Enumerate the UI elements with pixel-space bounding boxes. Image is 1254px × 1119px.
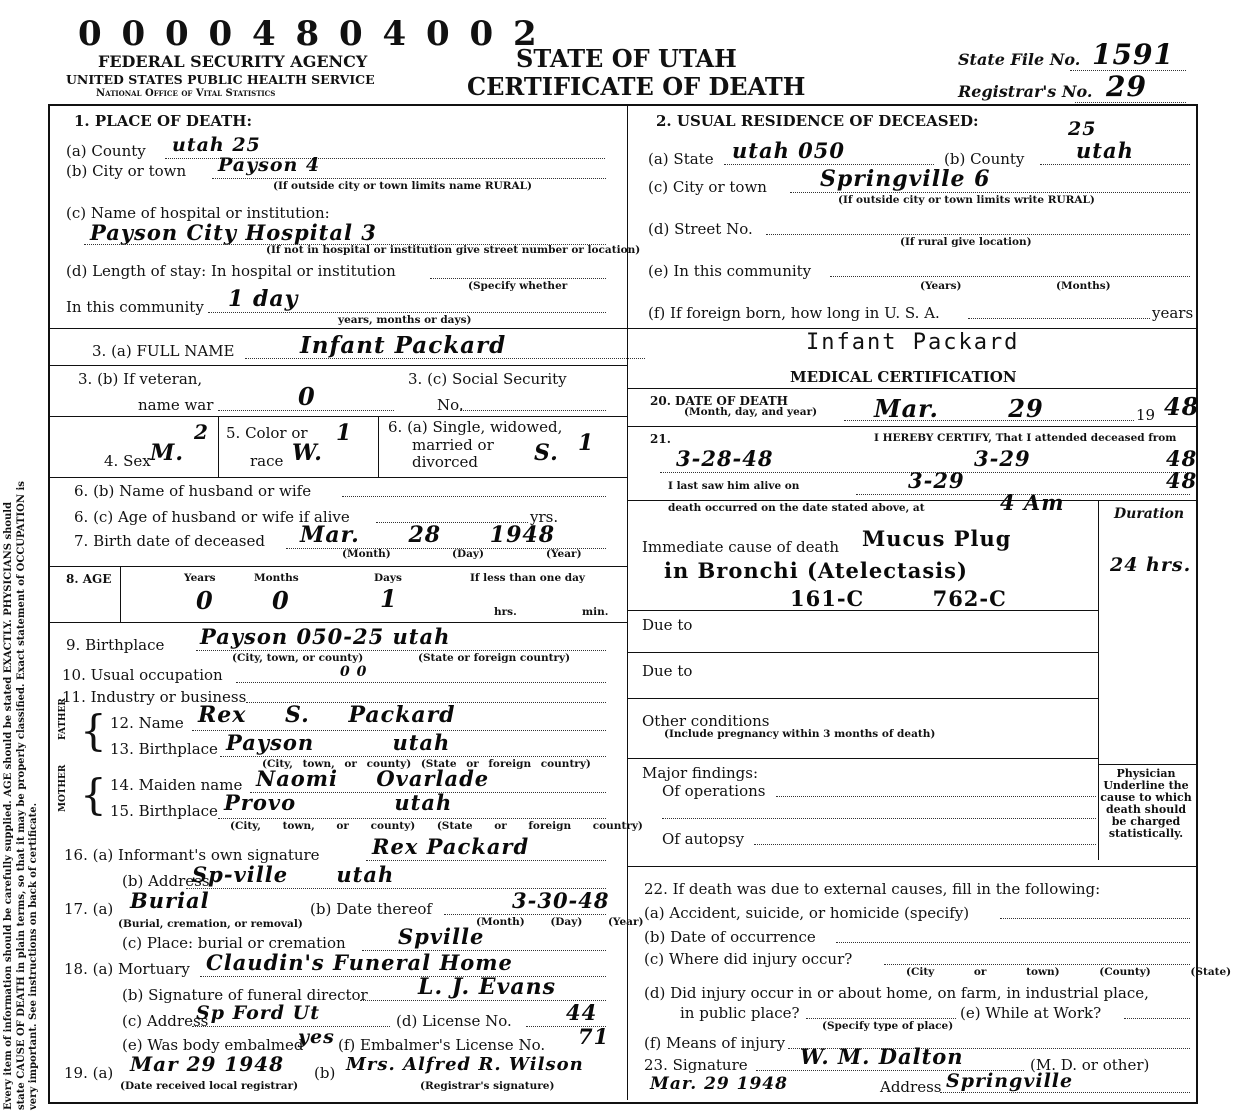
residence-county-value: utah [1076,138,1134,163]
side-line-2: state CAUSE OF DEATH in plain terms, so that it may be properly classified. Exact statement of OCCUPATION is [15,481,27,1110]
full-name-line [245,358,645,359]
veteran-value: 0 [298,382,316,411]
signature-address-label: Address [880,1078,942,1096]
informant-address-value: Sp-ville utah [192,862,395,887]
physician-box-top [1098,764,1196,765]
serial-number: 0 0 0 0 4 8 0 4 0 0 2 [78,14,541,54]
birthplace-label: 9. Birthplace [66,636,165,654]
immediate-cause-codes: 161-C 762-C [790,586,1007,611]
mother-maiden-value: Naomi Ovarlade [256,766,490,791]
birth-date-value: Mar. 28 1948 [300,522,556,548]
death-community-line [208,312,606,313]
mother-side-label: MOTHER [58,764,68,812]
burial-place-value: Spville [398,924,485,949]
birthplace-note-1: (City, town, or county) [232,652,364,664]
sex-code: 2 [194,420,209,444]
mortuary-label: 18. (a) Mortuary [64,960,190,978]
due-to-1-label: Due to [642,616,693,634]
death-time-label: death occurred on the date stated above, at [668,502,925,514]
death-city-label: (b) City or town [66,162,187,180]
certify-number: 21. [650,432,671,446]
registrar-date-label: 19. (a) [64,1064,114,1082]
mortuary-address-line [192,1026,390,1027]
date-of-death-year-value: 48 [1164,392,1200,421]
external-a-label: (a) Accident, suicide, or homicide (specify) [644,904,970,922]
residence-foreign-label: (f) If foreign born, how long in U. S. A. [648,304,940,322]
parents-bracket-mother: { [80,770,107,819]
external-b-label: (b) Date of occurrence [644,928,816,946]
operations-line [776,796,1096,797]
father-birthplace-line [220,756,606,757]
external-c-line [884,964,1190,965]
registrar-number-label: Registrar's No. [958,82,1093,101]
burial-value: Burial [130,888,210,913]
cause-divider-2 [628,652,1098,653]
social-security-no-label: No. [437,396,464,414]
other-conditions-note: (Include pregnancy within 3 months of death) [664,728,936,740]
marital-label-1: 6. (a) Single, widowed, [388,418,563,436]
age-years-label: Years [184,572,216,584]
death-city-note: (If outside city or town limits name RURAL) [273,180,532,192]
certificate-title: CERTIFICATE OF DEATH [467,72,806,101]
external-d-label: (d) Did injury occur in or about home, on farm, in industrial place, [644,984,1149,1002]
attended-to-year: 48 [1166,446,1198,471]
informant-address-label: (b) Address [122,872,210,890]
social-security-label: 3. (c) Social Security [408,370,567,388]
father-side-label: FATHER [58,698,68,740]
external-divider [628,866,1196,867]
death-community-label: In this community [66,298,204,316]
physician-signature-value: W. M. Dalton [800,1044,964,1069]
veteran-divider [48,416,628,417]
age-months-value: 0 [272,586,290,615]
autopsy-line [754,844,1096,845]
immediate-cause-value-2: in Bronchi (Atelectasis) [664,558,968,583]
war-line [218,410,394,411]
age-days-value: 1 [380,584,398,613]
mother-birthplace-line [218,818,606,819]
side-line-1: Every item of information should be carefully supplied. AGE should be stated EXACTLY. PHYSICIANS should [3,501,14,1110]
occupation-value: 0 0 [340,664,368,680]
father-birthplace-note: (City, town, or county) (State or foreign country) [262,758,591,770]
date-of-death-line [844,420,1134,421]
registrar-signature-note: (Registrar's signature) [420,1080,555,1092]
external-c-label: (c) Where did injury occur? [644,950,853,968]
residence-state-value: utah 050 [732,138,845,163]
sex-color-divider [218,416,219,477]
mortuary-value: Claudin's Funeral Home [206,950,513,975]
residence-county-code: 25 [1068,118,1097,140]
name-divider [48,365,628,366]
operations-line-2 [662,818,1096,819]
physician-underline-note: Physician Underline the cause to which death should be charged statistically. [1100,767,1192,840]
death-county-value: utah 25 [172,134,261,156]
color-code: 1 [336,420,353,446]
burial-place-label: (c) Place: burial or cremation [122,934,346,952]
informant-signature-label: 16. (a) Informant's own signature [64,846,320,864]
informant-signature-value: Rex Packard [372,834,530,859]
death-community-note: years, months or days) [338,314,472,326]
birth-date-label: 7. Birth date of deceased [74,532,265,550]
registrar-date-note: (Date received local registrar) [120,1080,299,1092]
residence-community-line [830,276,1190,277]
embalmer-license-value: 71 [578,1024,610,1049]
funeral-director-value: L. J. Evans [418,974,556,1000]
residence-county-label: (b) County [944,150,1025,168]
registrar-line [1075,102,1186,103]
marital-label-3: divorced [412,453,478,471]
occupation-line [236,682,606,683]
duration-col [1098,500,1099,860]
birth-year-note: (Year) [546,548,582,560]
office-name: National Office of Vital Statistics [96,88,276,99]
residence-county-line [1040,164,1190,165]
color-marital-divider [378,416,379,477]
full-name-typed: Infant Packard [806,330,1020,355]
death-county-label: (a) County [66,142,146,160]
license-label: (d) License No. [396,1012,512,1030]
mother-birthplace-note: (City, town, or county) (State or foreign country) [230,820,643,832]
age-top-divider [48,566,628,567]
registrar-date-value: Mar 29 1948 [130,1052,285,1076]
cause-divider-3 [628,698,1098,699]
residence-heading: 2. USUAL RESIDENCE OF DECEASED: [656,112,979,130]
signature-address-line [940,1092,1190,1093]
informant-signature-line [366,860,606,861]
external-d-note: (Specify type of place) [822,1020,954,1032]
signature-label: 23. Signature [644,1056,748,1074]
residence-city-note: (If outside city or town limits write RURAL) [838,194,1095,206]
birth-month-note: (Month) [342,548,391,560]
race-value: W. [292,440,323,466]
race-label: race [250,452,284,470]
age-less-label: If less than one day [470,572,586,584]
mother-birthplace-value: Provo utah [224,790,453,815]
stay-line [430,278,606,279]
cert-divider [628,426,1196,427]
last-saw-year: 48 [1166,468,1198,493]
registrar-sig-label: (b) [314,1064,336,1082]
sex-label: 4. Sex [104,452,151,470]
top-section-divider [48,328,1196,329]
sex-divider [48,477,628,478]
birthplace-value: Payson 050-25 utah [200,624,451,649]
external-d-label-2: in public place? [680,1004,800,1022]
burial-date-note: (Month) (Day) (Year) [476,916,644,928]
full-name-label: 3. (a) FULL NAME [92,342,235,360]
service-name: UNITED STATES PUBLIC HEALTH SERVICE [66,72,375,87]
other-conditions-label: Other conditions [642,712,770,730]
stay-label: (d) Length of stay: In hospital or institution [66,262,396,280]
father-name-label: 12. Name [110,714,184,732]
external-a-line [1000,918,1190,919]
duration-divider [628,500,1196,501]
residence-years-label: (Years) [920,280,962,292]
mother-birthplace-label: 15. Birthplace [110,802,218,820]
external-causes-heading: 22. If death was due to external causes, fill in the following: [644,880,1101,898]
state-file-label: State File No. [958,50,1081,69]
last-saw-value: 3-29 [908,468,965,493]
duration-value: 24 hrs. [1110,554,1192,576]
residence-state-label: (a) State [648,150,714,168]
date-of-death-label: 20. DATE OF DEATH [650,394,788,408]
residence-community-label: (e) In this community [648,262,812,280]
mother-maiden-label: 14. Maiden name [110,776,243,794]
immediate-cause-label: Immediate cause of death [642,538,840,556]
operations-label: Of operations [662,782,766,800]
age-label: 8. AGE [66,572,112,586]
mortuary-address-label: (c) Address [122,1012,209,1030]
age-min-label: min. [582,606,609,618]
death-city-value: Payson 4 [218,154,321,176]
hospital-note: (If not in hospital or institution give street number or location) [266,244,641,256]
place-of-death-heading: 1. PLACE OF DEATH: [74,112,253,130]
external-e-label: (e) While at Work? [960,1004,1102,1022]
father-name-value: Rex S. Packard [198,702,456,728]
external-f-label: (f) Means of injury [644,1034,786,1052]
burial-date-line [444,914,606,915]
due-to-2-label: Due to [642,662,693,680]
attended-to-value: 3-29 [974,446,1031,471]
marital-code: 1 [578,430,595,456]
full-name-handwritten: Infant Packard [300,332,507,359]
license-value: 44 [566,1000,598,1025]
stay-note: (Specify whether [468,280,568,292]
certify-text: I HEREBY CERTIFY, That I attended deceased from [874,432,1177,444]
parents-bracket-father: { [80,706,107,755]
spouse-age-label: 6. (c) Age of husband or wife if alive [74,508,350,526]
hospital-value: Payson City Hospital 3 [90,220,377,245]
birthplace-note-2: (State or foreign country) [418,652,571,664]
external-d-line [806,1018,956,1019]
residence-foreign-unit: years [1152,304,1194,322]
age-col-divider [120,566,121,622]
residence-street-note: (If rural give location) [900,236,1032,248]
duration-label: Duration [1114,506,1185,522]
industry-label: 11. Industry or business [62,688,247,706]
side-instructions [3,481,41,1110]
war-label: name war [138,396,214,414]
date-of-death-sub: (Month, day, and year) [684,406,818,418]
registrar-signature-value: Mrs. Alfred R. Wilson [346,1054,584,1075]
father-birthplace-value: Payson utah [226,730,451,755]
medical-heading-line [628,388,1196,389]
signature-date-value: Mar. 29 1948 [650,1074,788,1094]
registrar-number-value: 29 [1106,70,1147,103]
embalmed-value: yes [298,1026,335,1048]
death-city-line [212,178,606,179]
residence-months-label: (Months) [1056,280,1111,292]
cause-divider-4 [628,758,1098,759]
age-hrs-label: hrs. [494,606,517,618]
embalmed-label: (e) Was body embalmed [122,1036,304,1054]
burial-date-label: (b) Date thereof [310,900,432,918]
residence-street-line [766,234,1190,235]
residence-city-line [790,192,1190,193]
mortuary-address-value: Sp Ford Ut [196,1002,320,1024]
agency-name: FEDERAL SECURITY AGENCY [98,52,368,71]
spouse-name-line [342,496,606,497]
age-months-label: Months [254,572,299,584]
social-security-line [460,410,606,411]
age-bottom-divider [48,622,628,623]
external-c-note: (City or town) (County) (State) [906,966,1232,978]
death-time-value: 4 Am [1000,490,1065,515]
birth-day-note: (Day) [452,548,484,560]
spouse-name-label: 6. (b) Name of husband or wife [74,482,312,500]
signature-suffix: (M. D. or other) [1030,1056,1150,1074]
signature-address-value: Springville [946,1070,1074,1092]
residence-city-value: Springville 6 [820,166,991,192]
residence-foreign-line [968,318,1150,319]
hospital-label: (c) Name of hospital or institution: [66,204,330,222]
sex-value: M. [150,440,185,466]
state-heading: STATE OF UTAH [516,44,737,73]
death-community-value: 1 day [228,286,299,312]
residence-city-label: (c) City or town [648,178,767,196]
marital-label-2: married or [412,436,494,454]
state-file-value: 1591 [1092,38,1174,71]
spouse-age-unit: yrs. [530,508,559,526]
side-line-3: very important. See instructions on back of certificate. [28,802,39,1110]
occupation-label: 10. Usual occupation [62,666,223,684]
immediate-cause-value-1: Mucus Plug [862,526,1012,551]
father-birthplace-label: 13. Birthplace [110,740,218,758]
residence-street-label: (d) Street No. [648,220,753,238]
major-findings-label: Major findings: [642,764,759,782]
autopsy-label: Of autopsy [662,830,745,848]
marital-value: S. [534,440,559,466]
attended-from-value: 3-28-48 [676,446,774,471]
age-days-label: Days [374,572,402,584]
burial-label: 17. (a) [64,900,114,918]
embalmer-license-label: (f) Embalmer's License No. [338,1036,546,1054]
external-e-line [1124,1018,1190,1019]
burial-note: (Burial, cremation, or removal) [118,918,303,930]
date-of-death-year: 19 [1136,406,1156,424]
funeral-director-label: (b) Signature of funeral director [122,986,368,1004]
medical-heading: MEDICAL CERTIFICATION [790,368,1017,386]
date-of-death-value: Mar. 29 [874,394,1044,423]
age-years-value: 0 [196,586,214,615]
veteran-label: 3. (b) If veteran, [78,370,203,388]
color-label: 5. Color or [226,424,308,442]
burial-date-value: 3-30-48 [512,888,610,913]
external-b-line [836,942,1190,943]
birthplace-line [196,650,606,651]
residence-state-line [724,164,934,165]
last-saw-label: I last saw him alive on [668,480,800,492]
